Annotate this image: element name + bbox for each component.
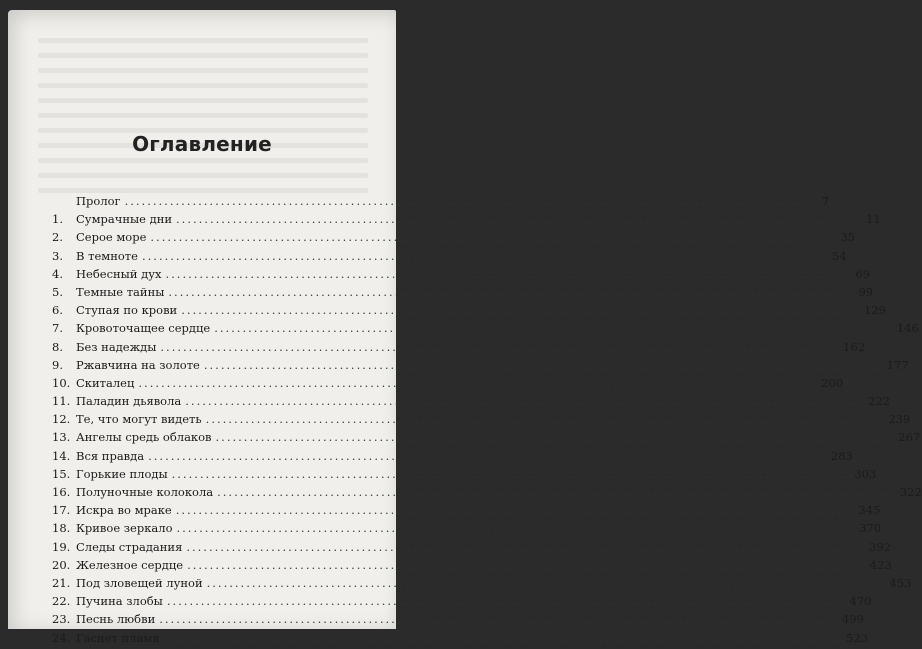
chapter-title: Железное сердце xyxy=(76,557,184,572)
dot-leader xyxy=(168,285,847,299)
chapter-title: Искра во мраке xyxy=(76,503,172,518)
page-number: 423 xyxy=(869,557,892,572)
page-number: 453 xyxy=(889,575,912,590)
chapter-title: Без надежды xyxy=(76,339,157,354)
toc-entry xyxy=(52,230,856,248)
chapter-title: Песнь любви xyxy=(76,612,156,627)
chapter-title: Кровоточащее сердце xyxy=(76,321,211,336)
chapter-title: Вся правда xyxy=(76,448,145,463)
toc-entry xyxy=(52,539,892,558)
dot-leader xyxy=(204,358,883,372)
dot-leader xyxy=(165,267,844,281)
chapter-title: Ангелы средь облаков xyxy=(76,430,212,445)
page-number: 99 xyxy=(858,284,874,299)
chapter-number: 17. xyxy=(52,503,71,518)
show-through-text xyxy=(38,28,368,208)
chapter-title: Те, что могут видеть xyxy=(76,412,202,427)
chapter-title: Темные тайны xyxy=(76,284,165,299)
page-number: 370 xyxy=(859,521,882,536)
chapter-number: 22. xyxy=(52,594,71,609)
toc-entry xyxy=(52,430,921,448)
dot-leader xyxy=(167,594,846,608)
page-number: 11 xyxy=(866,212,881,227)
dot-leader xyxy=(176,503,855,517)
dot-leader xyxy=(177,521,856,535)
toc-entry xyxy=(52,194,830,212)
page-number: 7 xyxy=(821,194,830,208)
chapter-title: Пучина злобы xyxy=(76,594,163,609)
chapter-number: 23. xyxy=(52,612,71,627)
dot-leader xyxy=(186,540,865,554)
toc-entry xyxy=(52,448,853,467)
chapter-title: Сумрачные дни xyxy=(76,212,173,227)
page-number: 146 xyxy=(896,321,919,336)
chapter-title: Ржавчина на золоте xyxy=(76,357,200,372)
dot-leader xyxy=(181,303,860,317)
page-number: 222 xyxy=(868,394,890,409)
toc-entry xyxy=(52,266,871,285)
page-number: 303 xyxy=(854,466,877,481)
toc-entry xyxy=(52,212,881,230)
chapter-number: 19. xyxy=(52,539,71,554)
dot-leader xyxy=(206,412,885,426)
toc-entry xyxy=(52,557,892,576)
toc-entry xyxy=(52,466,877,485)
page-number: 267 xyxy=(898,430,921,445)
page-number: 470 xyxy=(849,594,872,609)
chapter-title: Под зловещей луной xyxy=(76,575,203,590)
toc-entry xyxy=(52,321,919,339)
toc-entry xyxy=(52,248,847,267)
page-number: 35 xyxy=(840,230,856,245)
dot-leader xyxy=(160,340,839,354)
chapter-number: 24. xyxy=(52,630,71,645)
chapter-number: 13. xyxy=(52,430,71,445)
chapter-number: 1. xyxy=(52,212,63,227)
page-title: Оглавление xyxy=(132,132,272,156)
chapter-number: 3. xyxy=(52,248,63,263)
toc-entry xyxy=(52,521,882,539)
page-number: 392 xyxy=(869,539,892,554)
page-number: 200 xyxy=(821,375,844,390)
chapter-number: 18. xyxy=(52,521,71,536)
dot-leader xyxy=(185,394,864,408)
chapter-title: Серое море xyxy=(76,230,147,245)
dot-leader xyxy=(163,631,842,645)
chapter-number: 14. xyxy=(52,448,71,463)
chapter-title: Кривое зеркало xyxy=(76,521,173,536)
toc-entry xyxy=(52,503,881,521)
chapter-title: Небесный дух xyxy=(76,266,162,281)
page-number: 322 xyxy=(899,485,922,499)
toc-entry xyxy=(52,485,922,503)
chapter-title: Паладин дьявола xyxy=(76,394,182,409)
dot-leader xyxy=(159,612,838,626)
page-number: 54 xyxy=(832,248,847,263)
table-of-contents xyxy=(52,194,922,649)
page-number: 523 xyxy=(846,630,869,645)
toc-entry xyxy=(52,375,844,394)
chapter-title: Полуночные колокола xyxy=(76,485,214,499)
chapter-title: Пролог xyxy=(76,194,121,208)
page-number: 129 xyxy=(863,303,886,318)
dot-leader xyxy=(150,230,829,244)
dot-leader xyxy=(125,194,804,208)
toc-entry xyxy=(52,339,866,358)
chapter-number: 21. xyxy=(52,575,71,590)
dot-leader xyxy=(172,467,851,481)
toc-entry xyxy=(52,284,874,303)
chapter-number: 7. xyxy=(52,321,63,336)
book-page xyxy=(8,10,922,645)
dot-leader xyxy=(207,576,886,590)
dot-leader xyxy=(138,376,817,390)
page-number: 162 xyxy=(843,339,866,354)
dot-leader xyxy=(176,212,855,226)
toc-entry xyxy=(52,357,909,376)
chapter-number: 6. xyxy=(52,303,63,318)
chapter-number: 16. xyxy=(52,485,71,499)
dot-leader xyxy=(216,430,895,444)
chapter-number: 2. xyxy=(52,230,63,245)
page-number: 283 xyxy=(830,448,853,463)
chapter-number: 15. xyxy=(52,466,71,481)
toc-entry xyxy=(52,594,872,612)
page-number: 69 xyxy=(855,266,871,281)
page-number: 345 xyxy=(858,503,881,518)
toc-entry xyxy=(52,303,886,321)
dot-leader xyxy=(214,321,893,335)
page-number: 177 xyxy=(886,357,909,372)
chapter-title: Горькие плоды xyxy=(76,466,168,481)
chapter-number: 20. xyxy=(52,557,71,572)
chapter-number: 12. xyxy=(52,412,71,427)
dot-leader xyxy=(217,485,896,499)
page-number: 239 xyxy=(888,412,911,427)
chapter-number: 10. xyxy=(52,375,71,390)
toc-entry xyxy=(52,412,911,430)
chapter-number: 9. xyxy=(52,357,63,372)
chapter-title: В темноте xyxy=(76,248,138,263)
dot-leader xyxy=(148,449,827,463)
chapter-number: 4. xyxy=(52,266,63,281)
chapter-title: Гаснет пламя xyxy=(76,630,160,645)
toc-entry xyxy=(52,394,890,412)
toc-entry xyxy=(52,612,864,630)
chapter-title: Следы страдания xyxy=(76,539,183,554)
chapter-number: 11. xyxy=(52,394,71,409)
toc-entry xyxy=(52,575,912,594)
dot-leader xyxy=(187,558,866,572)
page-number: 499 xyxy=(841,612,864,627)
dot-leader xyxy=(142,249,821,263)
chapter-number: 5. xyxy=(52,284,63,299)
chapter-title: Скиталец xyxy=(76,375,135,390)
chapter-number: 8. xyxy=(52,339,63,354)
toc-entry xyxy=(52,630,869,649)
chapter-title: Ступая по крови xyxy=(76,303,178,318)
